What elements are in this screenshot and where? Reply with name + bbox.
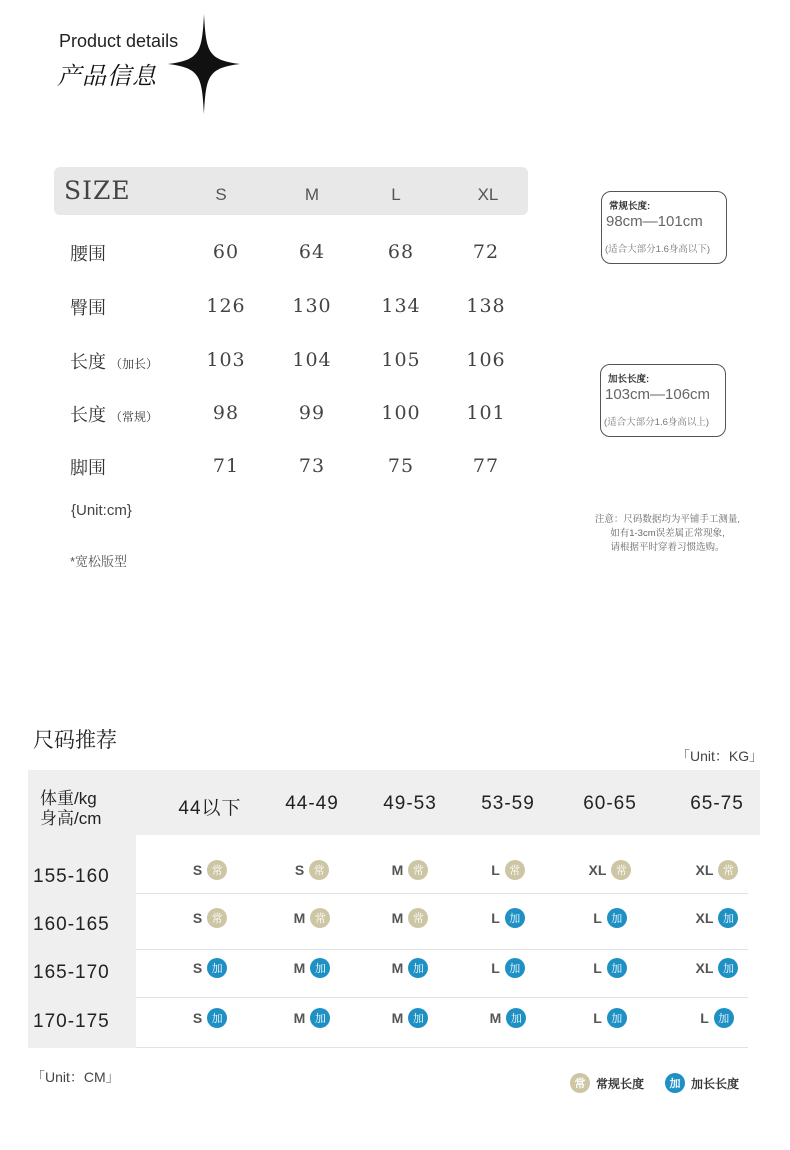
size-table-cell: 64	[298, 241, 326, 263]
recommended-size: L	[593, 910, 602, 926]
weight-column-header: 53-59	[481, 793, 535, 814]
size-table-cell: 100	[381, 402, 421, 424]
size-row-label-main: 长度	[70, 405, 106, 425]
measurement-notice	[585, 513, 750, 555]
recommended-size: L	[491, 960, 500, 976]
height-row-label: 170-175	[33, 1011, 110, 1032]
recommended-size: M	[391, 1010, 404, 1026]
long-badge-icon: 加	[718, 908, 738, 928]
fit-note: *宽松版型	[70, 554, 128, 569]
regular-length-title: 常规长度:	[609, 201, 651, 212]
row-divider	[136, 1047, 748, 1048]
long-badge-icon: 加	[505, 958, 525, 978]
recommend-cell	[160, 906, 260, 930]
recommend-cell	[667, 1006, 767, 1030]
notice-line: 注意：尺码数据均为平铺手工测量,	[594, 514, 741, 525]
sparkle-star-icon	[168, 14, 240, 114]
size-table-cell: 105	[381, 349, 421, 371]
long-badge-icon: 加	[310, 958, 330, 978]
recommended-size: XL	[695, 960, 714, 976]
regular-badge-icon: 常	[718, 860, 738, 880]
row-divider	[136, 893, 748, 894]
recommend-cell	[262, 906, 362, 930]
long-badge-icon: 加	[408, 1008, 428, 1028]
size-row-label	[70, 401, 158, 427]
recommended-size: M	[391, 862, 404, 878]
recommended-size: M	[293, 960, 306, 976]
row-divider	[136, 949, 748, 950]
recommended-size: L	[593, 960, 602, 976]
weight-column-header: 60-65	[583, 793, 637, 814]
height-row-label: 160-165	[33, 914, 110, 935]
size-row-label	[70, 240, 106, 266]
long-badge-icon: 加	[505, 908, 525, 928]
weight-column-header: 49-53	[383, 793, 437, 814]
legend-label: 常规长度	[596, 1076, 645, 1091]
weight-unit: 「Unit：KG」	[676, 748, 764, 764]
size-table-cell: 68	[387, 241, 415, 263]
size-table-cell: 134	[381, 295, 421, 317]
weight-column-header: 44-49	[285, 793, 339, 814]
recommend-cell	[360, 1006, 460, 1030]
long-badge-icon: 加	[714, 1008, 734, 1028]
long-badge-icon: 加	[607, 908, 627, 928]
recommended-size: M	[391, 910, 404, 926]
size-row-label	[70, 348, 158, 374]
recommended-size: L	[491, 910, 500, 926]
recommended-size: XL	[588, 862, 607, 878]
size-row-label-main: 腰围	[70, 244, 106, 264]
recommended-size: XL	[695, 910, 714, 926]
recommend-cell	[667, 906, 767, 930]
corner-height-label: 身高/cm	[40, 809, 102, 828]
size-table-cell: 71	[212, 455, 240, 477]
regular-badge-icon: 常	[408, 860, 428, 880]
legend-long	[665, 1073, 739, 1093]
regular-length-sub: (适合大部分1.6身高以下)	[605, 244, 711, 255]
weight-column-header: 65-75	[690, 793, 744, 814]
recommend-cell	[560, 858, 660, 882]
height-unit: 「Unit：CM」	[31, 1069, 120, 1085]
recommended-size: L	[700, 1010, 709, 1026]
long-length-title: 加长长度:	[608, 374, 650, 385]
size-table-cell: 101	[466, 402, 506, 424]
recommended-size: XL	[695, 862, 714, 878]
size-table-unit: {Unit:cm}	[71, 502, 132, 519]
recommended-size: S	[192, 1010, 203, 1026]
recommend-cell	[360, 858, 460, 882]
long-badge-icon: 加	[506, 1008, 526, 1028]
height-row-label: 165-170	[33, 962, 110, 983]
product-details-title-en: Product details	[59, 31, 179, 51]
height-row-label: 155-160	[33, 866, 110, 887]
legend-label: 加长长度	[691, 1076, 740, 1091]
regular-badge-icon: 常	[570, 1073, 590, 1093]
long-badge-icon: 加	[607, 958, 627, 978]
size-table-cell: 104	[292, 349, 332, 371]
recommended-size: L	[491, 862, 500, 878]
recommend-cell	[667, 858, 767, 882]
long-badge-icon: 加	[665, 1073, 685, 1093]
regular-badge-icon: 常	[408, 908, 428, 928]
regular-badge-icon: 常	[310, 908, 330, 928]
size-row-label	[70, 294, 106, 320]
notice-line: 如有1-3cm误差属正常现象,	[610, 528, 725, 539]
size-table-title: SIZE	[64, 176, 131, 205]
recommend-cell	[667, 956, 767, 980]
regular-badge-icon: 常	[505, 860, 525, 880]
long-length-note	[600, 364, 726, 437]
size-table-cell: 106	[466, 349, 506, 371]
recommend-cell	[458, 956, 558, 980]
regular-badge-icon: 常	[611, 860, 631, 880]
regular-badge-icon: 常	[207, 908, 227, 928]
recommend-cell	[262, 858, 362, 882]
size-table-cell: 99	[298, 402, 326, 424]
recommend-cell	[458, 1006, 558, 1030]
recommend-cell	[560, 956, 660, 980]
recommend-cell	[160, 1006, 260, 1030]
recommend-cell	[360, 906, 460, 930]
size-row-label-main: 臀围	[70, 298, 106, 318]
notice-line: 请根据平时穿着习惯选购。	[610, 542, 725, 553]
recommend-cell	[458, 858, 558, 882]
recommend-cell	[160, 858, 260, 882]
recommend-cell	[262, 956, 362, 980]
recommend-cell	[160, 956, 260, 980]
size-table-cell: 103	[206, 349, 246, 371]
recommended-size: S	[192, 960, 203, 976]
long-length-sub: (适合大部分1.6身高以上)	[604, 417, 710, 428]
size-table-cell: 98	[212, 402, 240, 424]
size-table-cell: 138	[466, 295, 506, 317]
product-details-title-cn: 产品信息	[57, 63, 157, 90]
recommended-size: L	[593, 1010, 602, 1026]
long-badge-icon: 加	[207, 1008, 227, 1028]
size-column-header: S	[215, 185, 227, 204]
size-table-cell: 60	[212, 241, 240, 263]
legend-regular	[570, 1073, 644, 1093]
size-row-label	[70, 454, 106, 480]
regular-badge-icon: 常	[207, 860, 227, 880]
long-badge-icon: 加	[718, 958, 738, 978]
recommend-cell	[262, 1006, 362, 1030]
size-table-cell: 72	[472, 241, 500, 263]
row-divider	[136, 997, 748, 998]
recommended-size: M	[391, 960, 404, 976]
size-row-label-sub: （常规）	[110, 410, 159, 424]
recommend-cell	[560, 1006, 660, 1030]
regular-length-value: 98cm—101cm	[606, 213, 703, 230]
size-column-header: L	[391, 185, 401, 204]
size-table-cell: 126	[206, 295, 246, 317]
regular-badge-icon: 常	[309, 860, 329, 880]
weight-column-header: 44以下	[178, 798, 242, 819]
long-badge-icon: 加	[207, 958, 227, 978]
recommended-size: M	[489, 1010, 502, 1026]
recommend-cell	[458, 906, 558, 930]
size-column-header: XL	[477, 185, 499, 204]
long-badge-icon: 加	[408, 958, 428, 978]
size-table-cell: 77	[472, 455, 500, 477]
size-table-cell: 75	[387, 455, 415, 477]
long-badge-icon: 加	[607, 1008, 627, 1028]
regular-length-note	[601, 191, 727, 264]
recommend-cell	[360, 956, 460, 980]
size-table-cell: 73	[298, 455, 326, 477]
size-row-label-main: 长度	[70, 352, 106, 372]
size-table-cell: 130	[292, 295, 332, 317]
recommended-size: S	[192, 862, 203, 878]
recommended-size: S	[294, 862, 305, 878]
size-row-label-sub: （加长）	[110, 357, 159, 371]
long-badge-icon: 加	[310, 1008, 330, 1028]
recommended-size: M	[293, 1010, 306, 1026]
recommend-cell	[560, 906, 660, 930]
recommended-size: S	[192, 910, 203, 926]
corner-weight-label: 体重/kg	[40, 789, 97, 808]
size-column-header: M	[304, 185, 320, 204]
size-row-label-main: 脚围	[70, 458, 106, 478]
recommended-size: M	[293, 910, 306, 926]
long-length-value: 103cm—106cm	[605, 386, 711, 403]
size-recommend-title: 尺码推荐	[33, 729, 117, 752]
